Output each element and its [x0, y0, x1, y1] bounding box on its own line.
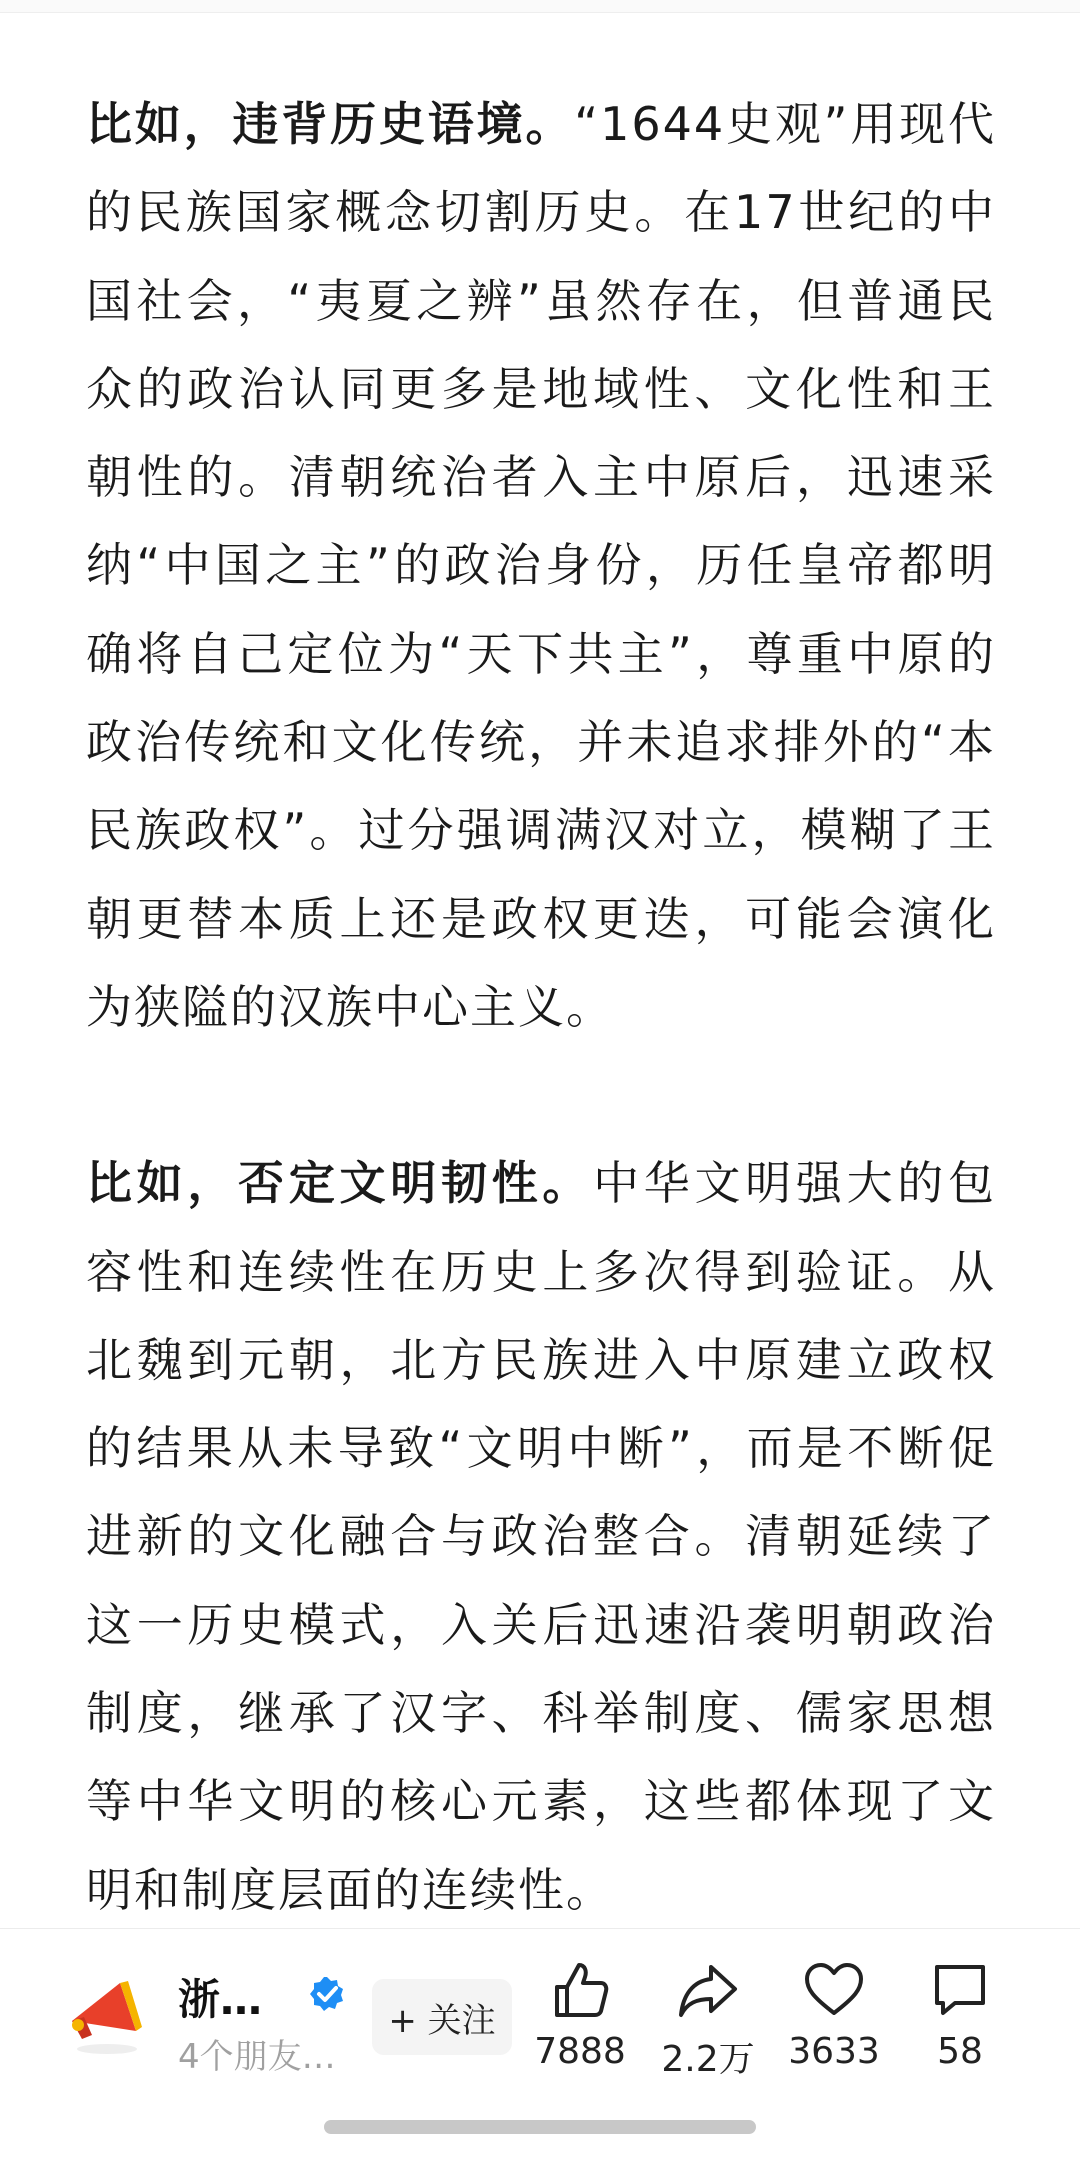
article-body: [86, 80, 996, 1934]
top-divider: [0, 0, 1080, 13]
share-arrow-icon: [677, 1959, 739, 2021]
author-name[interactable]: 浙…: [178, 1975, 263, 2024]
paragraph-text: 中华文明强大的包容性和连续性在历史上多次得到验证。从北魏到元朝，北方民族进入中原建立政权的结果从未导致“文明中断”，而是不断促进新的文化融合与政治整合。清朝延续了这一历史模式，入关后迅速沿袭明朝政治制度，继承了汉字、科举制度、儒家思想等中华文明的核心元素，这些都体现了文明和制度层面的连续性。: [86, 1156, 997, 1917]
paragraph-lead: 比如，否定文明韧性。: [86, 1156, 594, 1211]
article-paragraph-2: [86, 1139, 996, 1934]
home-indicator[interactable]: [324, 2120, 756, 2134]
comment-bubble-icon: [929, 1959, 991, 2021]
comment-button[interactable]: [900, 1959, 1020, 2099]
follow-button[interactable]: + 关注: [372, 1979, 512, 2055]
thumbs-up-icon: [549, 1959, 611, 2021]
megaphone-logo-icon: [62, 1969, 152, 2059]
like-button[interactable]: [520, 1959, 640, 2099]
comment-count: 58: [937, 2031, 983, 2072]
like-count: 7888: [534, 2031, 626, 2072]
verified-badge-icon: [308, 1975, 346, 2013]
paragraph-lead: 比如，违背历史语境。: [86, 97, 575, 151]
article-paragraph-1: [86, 80, 996, 1051]
friends-following-text: 4个朋友…: [178, 2037, 336, 2077]
favorite-count: 3633: [788, 2031, 880, 2072]
paragraph-text: “1644史观”用现代的民族国家概念切割历史。在17世纪的中国社会，“夷夏之辨”虽然存在，但普通民众的政治认同更多是地域性、文化性和王朝性的。清朝统治者入主中原后，迅速采纳“中国之主”的政治身份，历任皇帝都明确将自己定位为“天下共主”，尊重中原的政治传统和文化传统，并未追求排外的“本民族政权”。过分强调满汉对立，模糊了王朝更替本质上还是政权更迭，可能会演化为狭隘的汉族中心主义。: [86, 97, 996, 1034]
share-button[interactable]: [648, 1959, 768, 2099]
favorite-button[interactable]: [774, 1959, 894, 2099]
heart-icon: [803, 1959, 865, 2021]
share-count: 2.2万: [661, 2039, 755, 2080]
author-avatar[interactable]: [62, 1969, 152, 2059]
